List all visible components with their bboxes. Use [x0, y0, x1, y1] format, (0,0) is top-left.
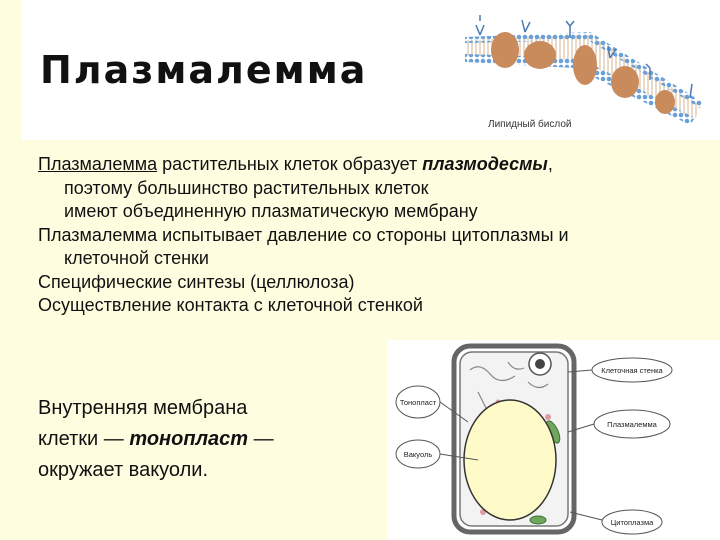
tonoplast-term: тонопласт — [129, 428, 249, 450]
svg-text:Цитоплазма: Цитоплазма — [610, 518, 654, 527]
plasmalemma-term: Плазмалемма — [38, 154, 158, 174]
callout-line-2b: — — [248, 428, 274, 450]
chloroplast — [530, 516, 546, 524]
p1-continuation: поэтому большинство растительных клеток имеют объединенную плазматическую мембрану — [64, 177, 478, 221]
membrane-protein — [655, 90, 675, 114]
main-text — [38, 153, 708, 318]
page-title: Плазмалемма — [40, 48, 368, 92]
tonoplast-callout — [38, 393, 338, 486]
membrane-caption: Липидный бислой — [488, 119, 572, 130]
callout-line-2a: клетки — — [38, 428, 130, 450]
membrane-protein — [524, 41, 556, 69]
membrane-protein — [491, 32, 519, 68]
paragraph-1 — [38, 153, 708, 224]
p1-text-b: , — [547, 154, 553, 174]
left-background-strip — [0, 0, 22, 540]
p2-continuation: клеточной стенки — [64, 248, 209, 268]
plasmodesmata-term: плазмодесмы — [422, 154, 548, 174]
membrane-protein — [611, 66, 639, 98]
callout-line-3: окружает вакуоли. — [38, 459, 209, 481]
svg-text:Тонопласт: Тонопласт — [399, 398, 437, 407]
membrane-protein — [573, 45, 597, 85]
svg-text:Плазмалемма: Плазмалемма — [607, 420, 657, 429]
plant-cell-diagram — [388, 342, 688, 540]
p2-first: Плазмалемма испытывает давление со стороны цитоплазмы и — [38, 224, 569, 245]
svg-text:Клеточная стенка: Клеточная стенка — [601, 366, 663, 375]
callout-line-1: Внутренняя мембрана — [38, 397, 248, 419]
svg-text:Вакуоль: Вакуоль — [403, 450, 433, 459]
paragraph-3: Специфические синтезы (целлюлоза) — [38, 271, 355, 292]
p1-text-a: растительных клеток образует — [157, 154, 423, 174]
paragraph-4: Осуществление контакта с клеточной стенкой — [38, 295, 423, 315]
lipid-bilayer-illustration — [450, 10, 720, 140]
paragraph-2 — [38, 224, 708, 271]
callout-line-2 — [38, 424, 338, 455]
